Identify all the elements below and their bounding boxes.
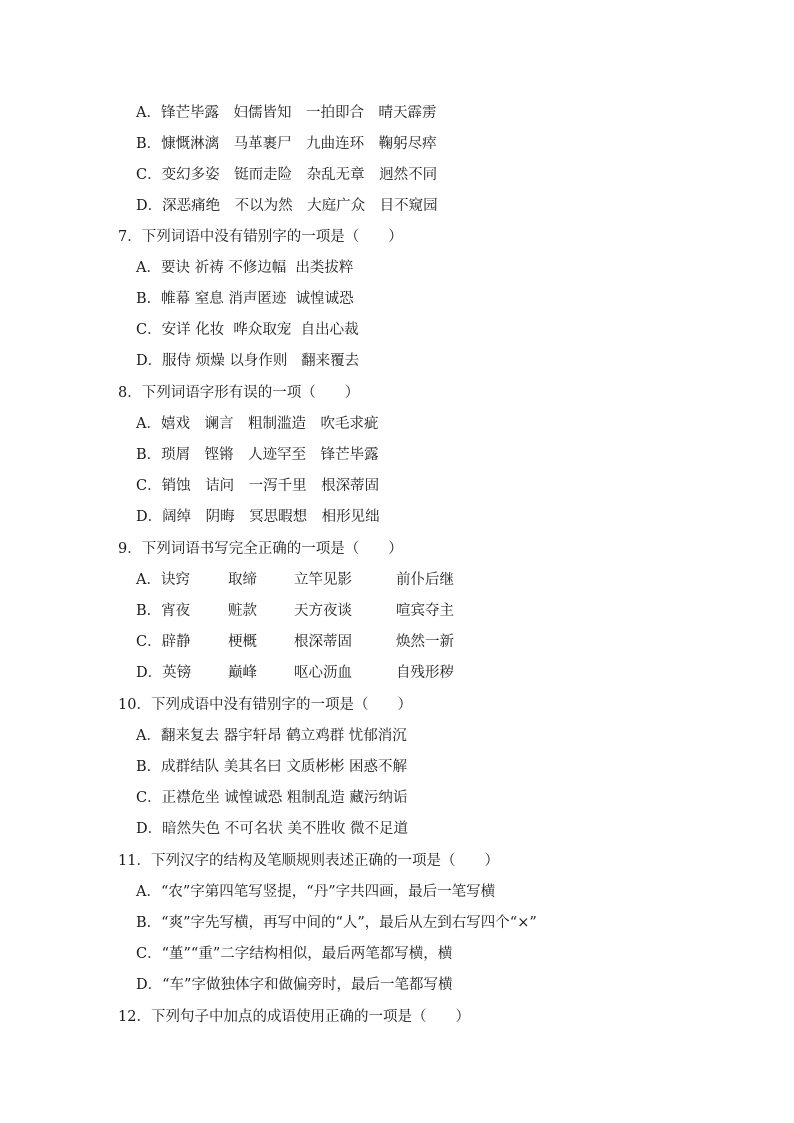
- q11-option-b: B．“爽”字先写横，再写中间的“人”，最后从左到右写四个“×”: [136, 915, 537, 931]
- q9-option-d-word-1: D．英镑: [136, 665, 192, 681]
- q7-option-d: D．服侍 烦燥 以身作则 翻来覆去: [136, 353, 360, 369]
- q10-stem: 10．下列成语中没有错别字的一项是（ ）: [118, 697, 412, 713]
- q9-option-c-word-2: 梗概: [228, 634, 257, 650]
- q8-stem: 8．下列词语字形有误的一项（ ）: [118, 385, 360, 401]
- q8-option-c: C．销蚀 诘问 一泻千里 根深蒂固: [136, 478, 380, 494]
- q7-stem: 7．下列词语中没有错别字的一项是（ ）: [118, 229, 403, 245]
- q9-option-a-word-2: 取缔: [228, 572, 257, 588]
- q9-option-b-word-2: 赃款: [228, 603, 257, 619]
- q10-option-b: B．成群结队 美其名曰 文质彬彬 困惑不解: [136, 759, 407, 775]
- q9-option-d-word-3: 呕心沥血: [294, 665, 352, 681]
- q10-option-d: D．暗然失色 不可名状 美不胜收 微不足道: [136, 821, 408, 837]
- q9-option-b-word-4: 喧宾夺主: [396, 603, 454, 619]
- q11-option-c: C．“堇”“重”二字结构相似，最后两笔都写横，横: [136, 946, 453, 962]
- q9-option-d-word-4: 自残形秽: [396, 665, 454, 681]
- q8-option-a: A．嬉戏 谰言 粗制滥造 吹毛求疵: [136, 416, 379, 432]
- q9-option-a-word-1: A．诀窍: [136, 572, 190, 588]
- q9-option-c-word-4: 焕然一新: [396, 634, 454, 650]
- q7-option-b: B．帷幕 窒息 消声匿迹 诚惶诚恐: [136, 291, 354, 307]
- q9-option-c-word-1: C．辟静: [136, 634, 191, 650]
- q6-option-c: C．变幻多姿 铤而走险 杂乱无章 迥然不同: [136, 167, 438, 183]
- q9-option-a-word-4: 前仆后继: [396, 572, 454, 588]
- q10-option-a: A．翻来复去 器宇轩昂 鹤立鸡群 忧郁消沉: [136, 728, 407, 744]
- q11-option-d: D．“车”字做独体字和做偏旁时，最后一笔都写横: [136, 977, 453, 993]
- q7-option-a: A．要诀 祈祷 不修边幅 出类拔粹: [136, 260, 354, 276]
- q9-stem: 9．下列词语书写完全正确的一项是（ ）: [118, 541, 403, 557]
- q8-option-b: B．琐屑 铿锵 人迹罕至 锋芒毕露: [136, 447, 379, 463]
- q11-stem: 11．下列汉字的结构及笔顺规则表述正确的一项是（ ）: [118, 853, 499, 869]
- q9-option-d-word-2: 巅峰: [228, 665, 257, 681]
- q6-option-d: D．深恶痛绝 不以为然 大庭广众 目不窥园: [136, 198, 438, 214]
- q10-option-c: C．正襟危坐 诚惶诚恐 粗制乱造 藏污纳诟: [136, 790, 408, 806]
- q9-option-b-word-1: B．宵夜: [136, 603, 191, 619]
- q6-option-b: B．慷慨淋漓 马革裹尸 九曲连环 鞠躬尽瘁: [136, 136, 437, 152]
- q9-option-b-word-3: 天方夜谈: [294, 603, 352, 619]
- q8-option-d: D．阔绰 阴晦 冥思暇想 相形见绌: [136, 509, 380, 525]
- q9-option-c-word-3: 根深蒂固: [294, 634, 352, 650]
- q12-stem: 12．下列句子中加点的成语使用正确的一项是（ ）: [118, 1009, 470, 1025]
- q9-option-a-word-3: 立竿见影: [294, 572, 352, 588]
- q7-option-c: C．安详 化妆 哗众取宠 自出心裁: [136, 322, 359, 338]
- q6-option-a: A．锋芒毕露 妇儒皆知 一拍即合 晴天霹雳: [136, 105, 437, 121]
- q11-option-a: A．“农”字第四笔写竖提，“丹”字共四画，最后一笔写横: [136, 884, 496, 900]
